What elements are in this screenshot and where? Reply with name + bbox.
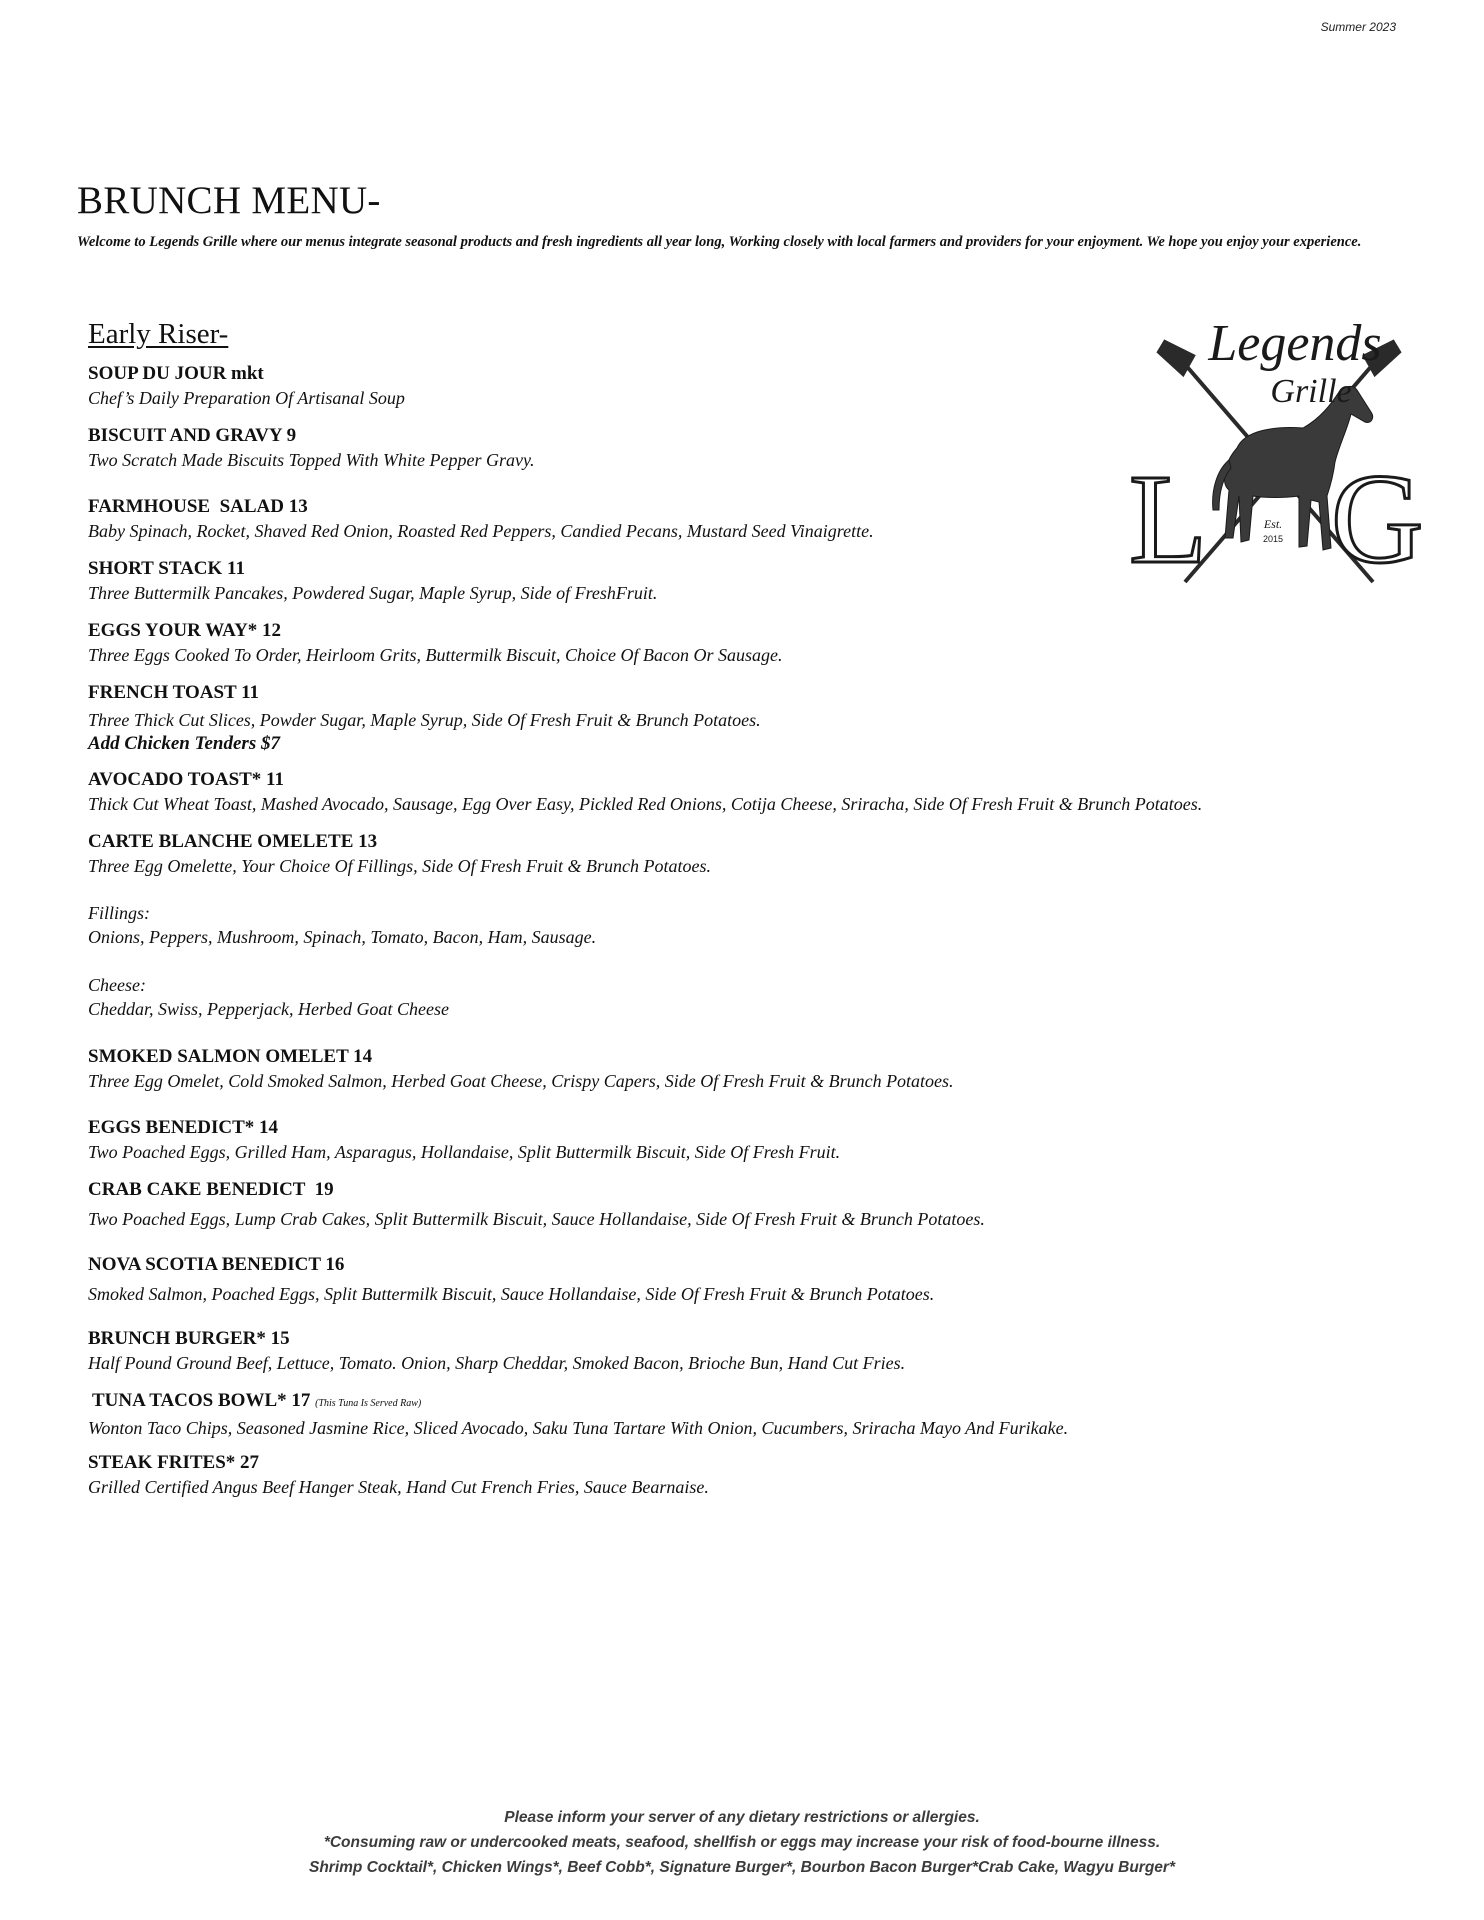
logo-est: Est. (1263, 517, 1283, 531)
item-addon: Add Chicken Tenders $7 (88, 733, 280, 754)
menu-item-avocado-toast (88, 768, 1468, 816)
logo-line2: Grille (1270, 373, 1352, 410)
menu-item-biscuit (88, 424, 1468, 472)
menu-item-smoked-salmon-omelet (88, 1045, 1468, 1093)
menu-item-crab-cake-benedict (88, 1178, 1468, 1231)
page-title: BRUNCH MENU- (77, 179, 381, 222)
cheese-list: Cheddar, Swiss, Pepperjack, Herbed Goat Cheese (88, 999, 449, 1019)
fillings-list: Onions, Peppers, Mushroom, Spinach, Tomato, Bacon, Ham, Sausage. (88, 927, 597, 947)
item-name: STEAK FRITES* 27 (88, 1452, 260, 1473)
item-description: Chef’s Daily Preparation Of Artisanal Soup (88, 388, 405, 408)
item-description: Smoked Salmon, Poached Eggs, Split Buttermilk Biscuit, Sauce Hollandaise, Side Of Fresh Fruit & Brunch Potatoes. (88, 1284, 935, 1304)
item-name: NOVA SCOTIA BENEDICT 16 (88, 1254, 345, 1275)
footer-items-line: Shrimp Cocktail*, Chicken Wings*, Beef Cobb*, Signature Burger*, Bourbon Bacon Burger*Crab Cake, Wagyu Burger* (308, 1859, 1175, 1876)
item-description: Three Eggs Cooked To Order, Heirloom Grits, Buttermilk Biscuit, Choice Of Bacon Or Sausage. (88, 645, 783, 665)
menu-item-salad (88, 495, 1468, 543)
item-description: Three Thick Cut Slices, Powder Sugar, Maple Syrup, Side Of Fresh Fruit & Brunch Potatoes. (88, 710, 761, 730)
item-description: Baby Spinach, Rocket, Shaved Red Onion, Roasted Red Peppers, Candied Pecans, Mustard Seed Vinaigrette. (88, 521, 874, 541)
fillings-label: Fillings: (88, 903, 150, 923)
item-name: FARMHOUSE SALAD 13 (88, 496, 308, 517)
cheese-label: Cheese: (88, 975, 146, 995)
intro-text: Welcome to Legends Grille where our menus integrate seasonal products and fresh ingredients all year long, Working closely with local farmers and providers for your enjoyment. We hope you enjoy your experience. (77, 234, 1362, 250)
item-name: EGGS BENEDICT* 14 (88, 1117, 279, 1138)
menu-item-steak-frites (88, 1451, 1468, 1499)
logo-letter-right: G (1331, 448, 1424, 590)
footer-raw-warning-line: *Consuming raw or undercooked meats, seafood, shellfish or eggs may increase your risk of food-bourne illness. (323, 1834, 1161, 1851)
logo-letter-left: L (1129, 448, 1208, 590)
raw-tuna-note: (This Tuna Is Served Raw) (315, 1398, 422, 1409)
section-title-early-riser: Early Riser- (88, 318, 229, 350)
logo-year: 2015 (1262, 534, 1284, 544)
menu-item-carte-blanche-omelete (88, 830, 1468, 878)
footer-allergy-line: Please inform your server of any dietary restrictions or allergies. (504, 1809, 980, 1826)
season-label: Summer 2023 (1320, 20, 1396, 34)
menu-item-eggs-your-way (88, 619, 1468, 667)
item-name: BISCUIT AND GRAVY 9 (88, 425, 297, 446)
item-description: Thick Cut Wheat Toast, Mashed Avocado, Sausage, Egg Over Easy, Pickled Red Onions, Cotija Cheese, Sriracha, Side Of Fresh Fruit & Brunch Potatoes. (88, 794, 1203, 814)
item-description: Half Pound Ground Beef, Lettuce, Tomato. Onion, Sharp Cheddar, Smoked Bacon, Brioche Bun, Hand Cut Fries. (88, 1353, 906, 1373)
item-description: Three Egg Omelet, Cold Smoked Salmon, Herbed Goat Cheese, Crispy Capers, Side Of Fresh Fruit & Brunch Potatoes. (88, 1071, 954, 1091)
menu-item-nova-scotia-benedict (88, 1253, 1468, 1306)
item-name: EGGS YOUR WAY* 12 (88, 620, 282, 641)
item-name: AVOCADO TOAST* 11 (88, 769, 285, 790)
item-description: Three Buttermilk Pancakes, Powdered Sugar, Maple Syrup, Side of FreshFruit. (88, 583, 658, 603)
item-name: CARTE BLANCHE OMELETE 13 (88, 831, 378, 852)
menu-item-soup (88, 362, 1468, 410)
item-description: Two Poached Eggs, Lump Crab Cakes, Split Buttermilk Biscuit, Sauce Hollandaise, Side Of Fresh Fruit & Brunch Potatoes. (88, 1209, 985, 1229)
menu-item-french-toast (88, 681, 1468, 756)
item-name: SHORT STACK 11 (88, 558, 246, 579)
item-name: FRENCH TOAST 11 (88, 682, 260, 703)
omelete-fillings (88, 901, 1468, 949)
menu-item-brunch-burger (88, 1327, 1468, 1375)
item-description: Three Egg Omelette, Your Choice Of Fillings, Side Of Fresh Fruit & Brunch Potatoes. (88, 856, 711, 876)
item-description: Two Scratch Made Biscuits Topped With White Pepper Gravy. (88, 450, 535, 470)
footer-notice (0, 1805, 1484, 1880)
item-name: BRUNCH BURGER* 15 (88, 1328, 290, 1349)
item-description: Wonton Taco Chips, Seasoned Jasmine Rice, Sliced Avocado, Saku Tuna Tartare With Onion, Cucumbers, Sriracha Mayo And Furikake. (88, 1418, 1069, 1438)
item-description: Two Poached Eggs, Grilled Ham, Asparagus, Hollandaise, Split Buttermilk Biscuit, Side Of Fresh Fruit. (88, 1142, 841, 1162)
omelete-cheese (88, 973, 1468, 1021)
logo-line1: Legends (1208, 315, 1382, 372)
item-description: Grilled Certified Angus Beef Hanger Steak, Hand Cut French Fries, Sauce Bearnaise. (88, 1477, 709, 1497)
item-name: TUNA TACOS BOWL* 17 (92, 1390, 311, 1411)
menu-item-eggs-benedict (88, 1116, 1468, 1164)
item-name: SOUP DU JOUR mkt (88, 363, 264, 384)
item-name: CRAB CAKE BENEDICT 19 (88, 1179, 334, 1200)
menu-item-tuna-tacos-bowl (88, 1389, 1468, 1440)
menu-item-short-stack (88, 557, 1468, 605)
item-name: SMOKED SALMON OMELET 14 (88, 1046, 373, 1067)
